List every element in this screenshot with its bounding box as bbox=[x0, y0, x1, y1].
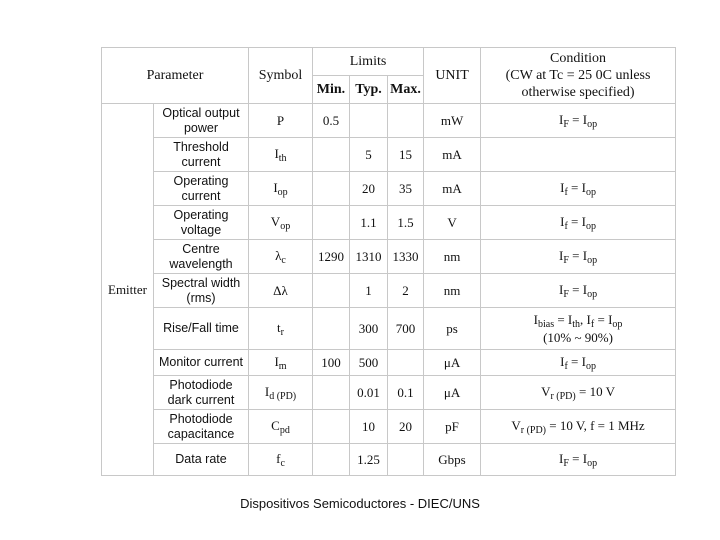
param-line1: Operating bbox=[173, 207, 229, 222]
param-cell bbox=[154, 308, 249, 350]
condition-subscript: op bbox=[587, 254, 598, 266]
min-cell bbox=[313, 308, 350, 350]
symbol-main: I bbox=[274, 353, 279, 369]
table-row bbox=[102, 274, 676, 308]
condition-subscript: op bbox=[585, 360, 596, 372]
param-line1: Rise/Fall time bbox=[163, 321, 239, 335]
param-cell bbox=[154, 172, 249, 206]
footer-caption: Dispositivos Semicoductores - DIEC/UNS bbox=[240, 496, 480, 511]
unit-cell: Gbps bbox=[424, 444, 481, 476]
condition-text: V bbox=[541, 383, 551, 399]
min-cell bbox=[313, 376, 350, 410]
condition-subscript: F bbox=[563, 288, 569, 300]
table-row bbox=[102, 138, 676, 172]
symbol-subscript: op bbox=[280, 220, 291, 232]
unit-cell: nm bbox=[424, 240, 481, 274]
symbol-subscript: th bbox=[278, 152, 287, 164]
symbol-cell bbox=[249, 240, 313, 274]
condition-text: I bbox=[560, 213, 565, 229]
max-cell: 35 bbox=[388, 172, 424, 206]
condition-cell bbox=[481, 410, 676, 444]
group-label-emitter: Emitter bbox=[102, 104, 154, 476]
min-cell bbox=[313, 444, 350, 476]
condition-cell bbox=[481, 138, 676, 172]
max-cell bbox=[388, 350, 424, 376]
condition-line bbox=[483, 112, 673, 130]
condition-cell bbox=[481, 274, 676, 308]
param-cell bbox=[154, 350, 249, 376]
typ-cell bbox=[350, 104, 388, 138]
unit-cell: ps bbox=[424, 308, 481, 350]
symbol-cell bbox=[249, 138, 313, 172]
condition-text: = I bbox=[554, 311, 573, 327]
symbol-main: I bbox=[264, 383, 270, 399]
condition-cell bbox=[481, 206, 676, 240]
condition-cell bbox=[481, 350, 676, 376]
unit-cell: nm bbox=[424, 274, 481, 308]
condition-subscript: f bbox=[564, 186, 568, 198]
header-symbol: Symbol bbox=[249, 48, 313, 104]
symbol-cell bbox=[249, 274, 313, 308]
header-condition bbox=[481, 48, 676, 104]
symbol-main: P bbox=[276, 112, 285, 128]
condition-text: V bbox=[511, 417, 521, 433]
condition-text: I bbox=[558, 281, 564, 297]
param-line2: voltage bbox=[180, 222, 222, 237]
symbol-cell bbox=[249, 206, 313, 240]
condition-text: I bbox=[558, 450, 564, 466]
condition-subscript: bias bbox=[537, 318, 555, 330]
condition-text: I bbox=[560, 179, 565, 195]
condition-text: , I bbox=[580, 311, 591, 327]
condition-text: = I bbox=[568, 450, 588, 466]
symbol-main: f bbox=[276, 450, 281, 466]
min-cell: 0.5 bbox=[313, 104, 350, 138]
typ-cell: 20 bbox=[350, 172, 388, 206]
typ-cell: 1.25 bbox=[350, 444, 388, 476]
condition-line bbox=[483, 418, 673, 436]
spec-table bbox=[101, 47, 676, 476]
condition-text: = 10 V, f = 1 MHz bbox=[546, 417, 645, 433]
min-cell bbox=[313, 138, 350, 172]
param-cell bbox=[154, 444, 249, 476]
symbol-subscript: c bbox=[281, 254, 286, 266]
param-cell bbox=[154, 376, 249, 410]
condition-cell bbox=[481, 104, 676, 138]
param-line1: Data rate bbox=[175, 452, 227, 466]
symbol-main: C bbox=[271, 417, 280, 433]
header-unit: UNIT bbox=[424, 48, 481, 104]
min-cell bbox=[313, 274, 350, 308]
typ-cell: 1310 bbox=[350, 240, 388, 274]
header-min: Min. bbox=[313, 76, 350, 104]
condition-text: I bbox=[560, 353, 565, 369]
param-line1: Threshold bbox=[173, 139, 229, 154]
condition-subscript: op bbox=[585, 220, 596, 232]
table-row bbox=[102, 240, 676, 274]
symbol-cell bbox=[249, 376, 313, 410]
condition-line bbox=[483, 384, 673, 402]
max-cell: 700 bbox=[388, 308, 424, 350]
table-row bbox=[102, 376, 676, 410]
spec-table-container bbox=[101, 47, 675, 470]
symbol-main: t bbox=[277, 319, 281, 335]
symbol-subscript: op bbox=[277, 186, 288, 198]
table-row bbox=[102, 104, 676, 138]
condition-text: I bbox=[533, 311, 538, 327]
condition-subscript: op bbox=[587, 288, 598, 300]
condition-subscript: op bbox=[587, 118, 598, 130]
condition-subscript: th bbox=[572, 318, 581, 330]
typ-cell: 1.1 bbox=[350, 206, 388, 240]
symbol-cell bbox=[249, 104, 313, 138]
typ-cell: 0.01 bbox=[350, 376, 388, 410]
condition-cell bbox=[481, 444, 676, 476]
condition-subscript: F bbox=[563, 457, 569, 469]
table-row bbox=[102, 308, 676, 350]
condition-line2: (10% ~ 90%) bbox=[543, 329, 613, 345]
table-row bbox=[102, 172, 676, 206]
condition-subscript: r (PD) bbox=[520, 424, 547, 436]
symbol-subscript: r bbox=[280, 326, 284, 338]
min-cell: 1290 bbox=[313, 240, 350, 274]
param-line2: dark current bbox=[167, 392, 235, 407]
typ-cell: 500 bbox=[350, 350, 388, 376]
unit-cell: mW bbox=[424, 104, 481, 138]
unit-cell: V bbox=[424, 206, 481, 240]
table-row bbox=[102, 444, 676, 476]
condition-subscript: f bbox=[590, 318, 595, 330]
param-line2: current bbox=[181, 154, 221, 169]
param-line1: Photodiode bbox=[169, 377, 233, 392]
header-max: Max. bbox=[388, 76, 424, 104]
param-line2: (rms) bbox=[186, 290, 216, 305]
min-cell bbox=[313, 172, 350, 206]
symbol-cell bbox=[249, 172, 313, 206]
symbol-subscript: c bbox=[280, 457, 285, 469]
condition-subscript: op bbox=[587, 457, 598, 469]
param-cell bbox=[154, 104, 249, 138]
max-cell: 2 bbox=[388, 274, 424, 308]
param-cell bbox=[154, 138, 249, 172]
symbol-subscript: m bbox=[278, 360, 287, 372]
header-typ: Typ. bbox=[350, 76, 388, 104]
table-row bbox=[102, 350, 676, 376]
symbol-main: Δλ bbox=[273, 282, 288, 298]
unit-cell: pF bbox=[424, 410, 481, 444]
symbol-cell bbox=[249, 410, 313, 444]
condition-subscript: op bbox=[612, 318, 623, 330]
param-line2: power bbox=[183, 120, 219, 135]
max-cell bbox=[388, 444, 424, 476]
symbol-cell bbox=[249, 350, 313, 376]
condition-line bbox=[483, 354, 673, 372]
symbol-subscript: d (PD) bbox=[269, 390, 297, 402]
min-cell bbox=[313, 410, 350, 444]
param-cell bbox=[154, 410, 249, 444]
header-limits: Limits bbox=[313, 48, 424, 76]
condition-text: = I bbox=[567, 213, 586, 229]
param-line1: Optical output bbox=[162, 105, 240, 120]
min-cell: 100 bbox=[313, 350, 350, 376]
condition-subscript: r (PD) bbox=[550, 390, 576, 402]
param-cell bbox=[154, 274, 249, 308]
condition-subscript: op bbox=[585, 186, 596, 198]
condition-text: = I bbox=[568, 281, 588, 297]
max-cell: 1330 bbox=[388, 240, 424, 274]
condition-line bbox=[483, 180, 673, 198]
condition-cell bbox=[481, 376, 676, 410]
symbol-main: I bbox=[274, 145, 279, 161]
unit-cell: μA bbox=[424, 376, 481, 410]
condition-text: I bbox=[558, 247, 564, 263]
header-condition-line2: (CW at Tc = 25 0C unless bbox=[505, 68, 651, 83]
param-line1: Operating bbox=[173, 173, 229, 188]
param-line2: current bbox=[181, 188, 221, 203]
typ-cell: 5 bbox=[350, 138, 388, 172]
param-line2: wavelength bbox=[169, 256, 233, 271]
symbol-main: I bbox=[273, 179, 278, 195]
header-parameter: Parameter bbox=[102, 48, 249, 104]
table-row bbox=[102, 410, 676, 444]
condition-line bbox=[483, 214, 673, 232]
condition-subscript: F bbox=[563, 254, 569, 266]
header-condition-line3: otherwise specified) bbox=[521, 85, 635, 100]
condition-cell bbox=[481, 240, 676, 274]
symbol-cell bbox=[249, 444, 313, 476]
condition-line bbox=[483, 248, 673, 266]
table-row bbox=[102, 206, 676, 240]
param-line1: Photodiode bbox=[169, 411, 233, 426]
param-line2: capacitance bbox=[167, 426, 235, 441]
param-line1: Monitor current bbox=[158, 355, 244, 369]
typ-cell: 10 bbox=[350, 410, 388, 444]
condition-text: = I bbox=[567, 179, 586, 195]
max-cell: 20 bbox=[388, 410, 424, 444]
condition-cell bbox=[481, 172, 676, 206]
symbol-main: λ bbox=[275, 247, 282, 263]
condition-text: = I bbox=[568, 111, 588, 127]
condition-cell bbox=[481, 308, 676, 350]
param-line1: Centre bbox=[182, 241, 220, 256]
condition-text: I bbox=[558, 111, 564, 127]
max-cell: 0.1 bbox=[388, 376, 424, 410]
condition-line bbox=[483, 451, 673, 469]
unit-cell: μA bbox=[424, 350, 481, 376]
max-cell bbox=[388, 104, 424, 138]
condition-text: = I bbox=[567, 353, 586, 369]
header-condition-line1: Condition bbox=[550, 51, 607, 66]
condition-line bbox=[483, 312, 673, 330]
param-cell bbox=[154, 206, 249, 240]
max-cell: 1.5 bbox=[388, 206, 424, 240]
param-line1: Spectral width bbox=[161, 275, 241, 290]
condition-subscript: F bbox=[563, 118, 569, 130]
condition-subscript: f bbox=[564, 220, 568, 232]
unit-cell: mA bbox=[424, 172, 481, 206]
condition-text: = I bbox=[594, 311, 613, 327]
symbol-subscript: pd bbox=[279, 424, 290, 436]
symbol-cell bbox=[249, 308, 313, 350]
condition-text: = 10 V bbox=[575, 383, 615, 399]
condition-subscript: f bbox=[564, 360, 568, 372]
symbol-main: V bbox=[270, 213, 281, 229]
condition-line bbox=[483, 282, 673, 300]
param-cell bbox=[154, 240, 249, 274]
max-cell: 15 bbox=[388, 138, 424, 172]
typ-cell: 300 bbox=[350, 308, 388, 350]
min-cell bbox=[313, 206, 350, 240]
condition-text: = I bbox=[568, 247, 588, 263]
unit-cell: mA bbox=[424, 138, 481, 172]
typ-cell: 1 bbox=[350, 274, 388, 308]
